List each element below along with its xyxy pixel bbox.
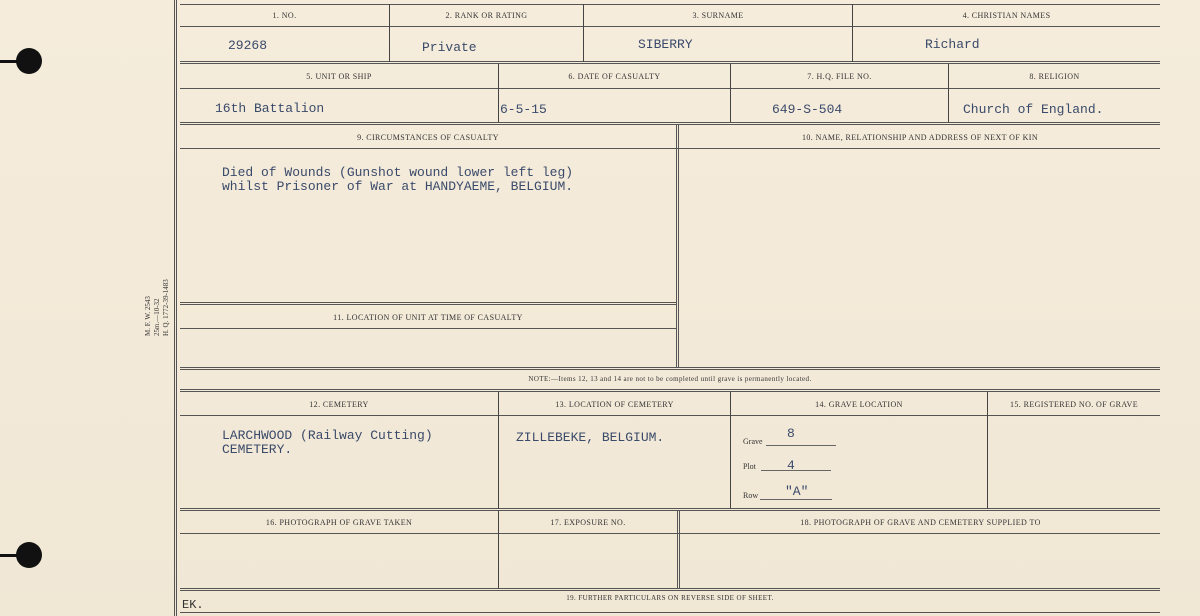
grave-label: Grave [743,437,763,446]
value-row: "A" [785,484,809,499]
form-code-line-2: 25m.—10-32 [153,298,161,336]
header-location-of-cemetery: 13. LOCATION OF CEMETERY [555,400,674,409]
header-religion: 8. RELIGION [1029,72,1080,81]
plot-underline [761,470,831,471]
rule [180,533,1160,534]
rule [180,415,1160,416]
divider [987,392,988,509]
header-rank: 2. RANK OR RATING [445,11,528,20]
divider [676,125,679,368]
header-cemetery: 12. CEMETERY [309,400,369,409]
left-margin-line [174,0,177,616]
header-photo-taken: 16. PHOTOGRAPH OF GRAVE TAKEN [265,518,413,527]
rule [180,4,1160,5]
rule [180,302,676,305]
value-no: 29268 [228,38,268,53]
value-surname: SIBERRY [638,37,693,52]
header-date: 6. DATE OF CASUALTY [568,72,661,81]
value-hq-file: 649-S-504 [772,102,843,117]
rule [180,612,1160,613]
header-circumstances: 9. CIRCUMSTANCES OF CASUALTY [357,133,499,142]
clerk-initials: EK. [182,598,204,612]
header-unit: 5. UNIT OR SHIP [306,72,372,81]
rule [180,588,1160,591]
rule [180,26,1160,27]
header-photo-supplied: 18. PHOTOGRAPH OF GRAVE AND CEMETERY SUPPLIED TO [800,518,1041,527]
divider [498,392,499,509]
punch-hole-bottom [16,542,42,568]
header-hq-file: 7. H.Q. FILE NO. [807,72,872,81]
row-label: Row [743,491,759,500]
rule [180,122,1160,125]
value-religion: Church of England. [963,102,1104,117]
rule [180,148,1160,149]
value-unit: 16th Battalion [215,101,325,116]
note: NOTE:—Items 12, 13 and 14 are not to be completed until grave is permanently located. [528,375,812,383]
value-date: 6-5-15 [500,102,547,117]
header-christian-names: 4. CHRISTIAN NAMES [962,11,1051,20]
form-code-line-1: M. F. W. 2543 [144,296,152,336]
footer-further-particulars: 19. FURTHER PARTICULARS ON REVERSE SIDE OF SHEET. [566,594,774,602]
header-next-of-kin: 10. NAME, RELATIONSHIP AND ADDRESS OF NEXT OF KIN [801,133,1039,142]
punch-hole-bottom-stub [0,554,18,557]
divider [677,511,680,589]
rule [180,328,676,329]
cemetery-line-1: LARCHWOOD (Railway Cutting) [222,428,433,443]
rule [180,61,1160,64]
punch-hole-top-stub [0,60,18,63]
header-no: 1. NO. [272,11,297,20]
value-grave: 8 [787,426,795,441]
header-exposure-no: 17. EXPOSURE NO. [550,518,626,527]
header-surname: 3. SURNAME [692,11,744,20]
header-location-of-unit: 11. LOCATION OF UNIT AT TIME OF CASUALTY [333,313,523,322]
grave-underline [766,445,836,446]
rule [180,367,1160,370]
rule [180,88,1160,89]
plot-label: Plot [743,462,756,471]
circumstances-line-1: Died of Wounds (Gunshot wound lower left leg) [222,165,574,180]
form-code-line-3: H. Q. 1772-39-1483 [162,279,170,336]
divider [730,392,731,509]
rule [180,508,1160,511]
form-code [144,279,171,336]
header-registered-no: 15. REGISTERED NO. OF GRAVE [1010,400,1138,409]
cemetery-line-2: CEMETERY. [222,442,293,457]
rule [180,389,1160,392]
circumstances-line-2: whilst Prisoner of War at HANDYAEME, BELGIUM. [222,179,574,194]
value-location-of-cemetery: ZILLEBEKE, BELGIUM. [516,430,665,445]
value-christian-names: Richard [925,37,980,52]
row-underline [760,499,832,500]
punch-hole-top [16,48,42,74]
value-plot: 4 [787,458,795,473]
header-grave-location: 14. GRAVE LOCATION [815,400,903,409]
value-rank: Private [422,40,477,55]
